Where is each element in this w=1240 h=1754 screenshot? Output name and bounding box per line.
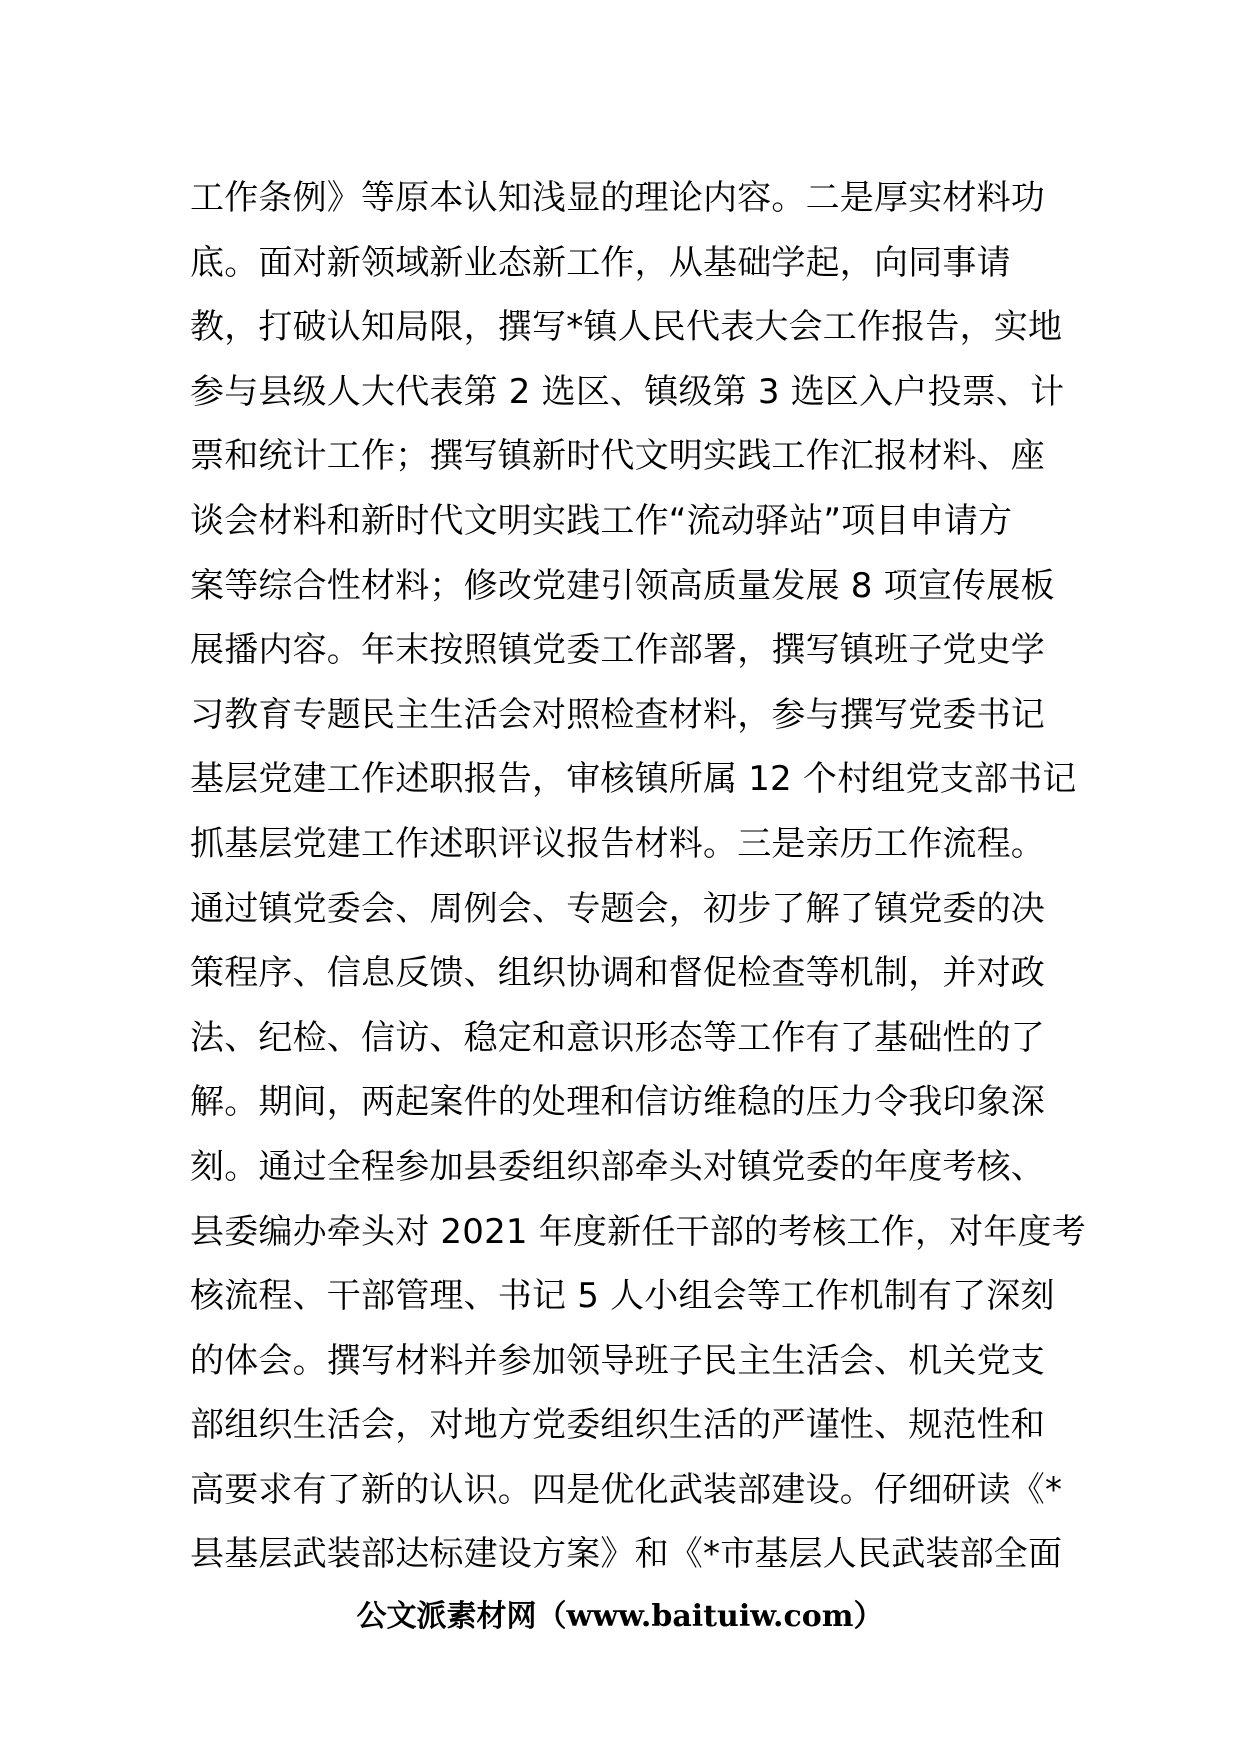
text-line: 参与县级人大代表第 2 选区、镇级第 3 选区入户投票、计 bbox=[190, 371, 1065, 412]
text-line: 解。期间，两起案件的处理和信访维稳的压力令我印象深 bbox=[190, 1082, 1045, 1123]
text-line: 案等综合性材料；修改党建引领高质量发展 8 项宣传展板 bbox=[190, 565, 1055, 606]
page-footer-watermark: 公文派素材网（www.baituiw.com） bbox=[356, 1599, 884, 1634]
text-line: 的体会。撰写材料并参加领导班子民主生活会、机关党支 bbox=[190, 1340, 1045, 1381]
text-line: 部组织生活会，对地方党委组织生活的严谨性、规范性和 bbox=[190, 1405, 1045, 1446]
text-line: 基层党建工作述职报告，审核镇所属 12 个村组党支部书记 bbox=[190, 759, 1077, 800]
text-line: 教，打破认知局限，撰写*镇人民代表大会工作报告，实地 bbox=[190, 307, 1063, 348]
text-line: 工作条例》等原本认知浅显的理论内容。二是厚实材料功 bbox=[190, 178, 1045, 218]
text-line: 策程序、信息反馈、组织协调和督促检查等机制，并对政 bbox=[190, 953, 1045, 994]
text-line: 刻。通过全程参加县委组织部牵头对镇党委的年度考核、 bbox=[190, 1146, 1045, 1187]
text-line: 谈会材料和新时代文明实践工作“流动驿站”项目申请方 bbox=[190, 500, 1013, 541]
text-line: 核流程、干部管理、书记 5 人小组会等工作机制有了深刻 bbox=[190, 1276, 1055, 1317]
text-line: 底。面对新领域新业态新工作，从基础学起，向同事请 bbox=[190, 242, 1011, 283]
text-line: 县委编办牵头对 2021 年度新任干部的考核工作，对年度考 bbox=[190, 1211, 1086, 1252]
document-body bbox=[190, 166, 1086, 1587]
text-line: 高要求有了新的认识。四是优化武装部建设。仔细研读《* bbox=[190, 1469, 1063, 1510]
text-line: 票和统计工作；撰写镇新时代文明实践工作汇报材料、座 bbox=[190, 436, 1045, 477]
text-line: 展播内容。年末按照镇党委工作部署，撰写镇班子党史学 bbox=[190, 630, 1045, 671]
text-line: 习教育专题民主生活会对照检查材料，参与撰写党委书记 bbox=[190, 694, 1045, 735]
text-line: 法、纪检、信访、稳定和意识形态等工作有了基础性的了 bbox=[190, 1017, 1045, 1058]
text-line: 抓基层党建工作述职评议报告材料。三是亲历工作流程。 bbox=[190, 823, 1045, 864]
text-line: 县基层武装部达标建设方案》和《*市基层人民武装部全面 bbox=[190, 1534, 1063, 1575]
text-line: 通过镇党委会、周例会、专题会，初步了解了镇党委的决 bbox=[190, 888, 1045, 929]
